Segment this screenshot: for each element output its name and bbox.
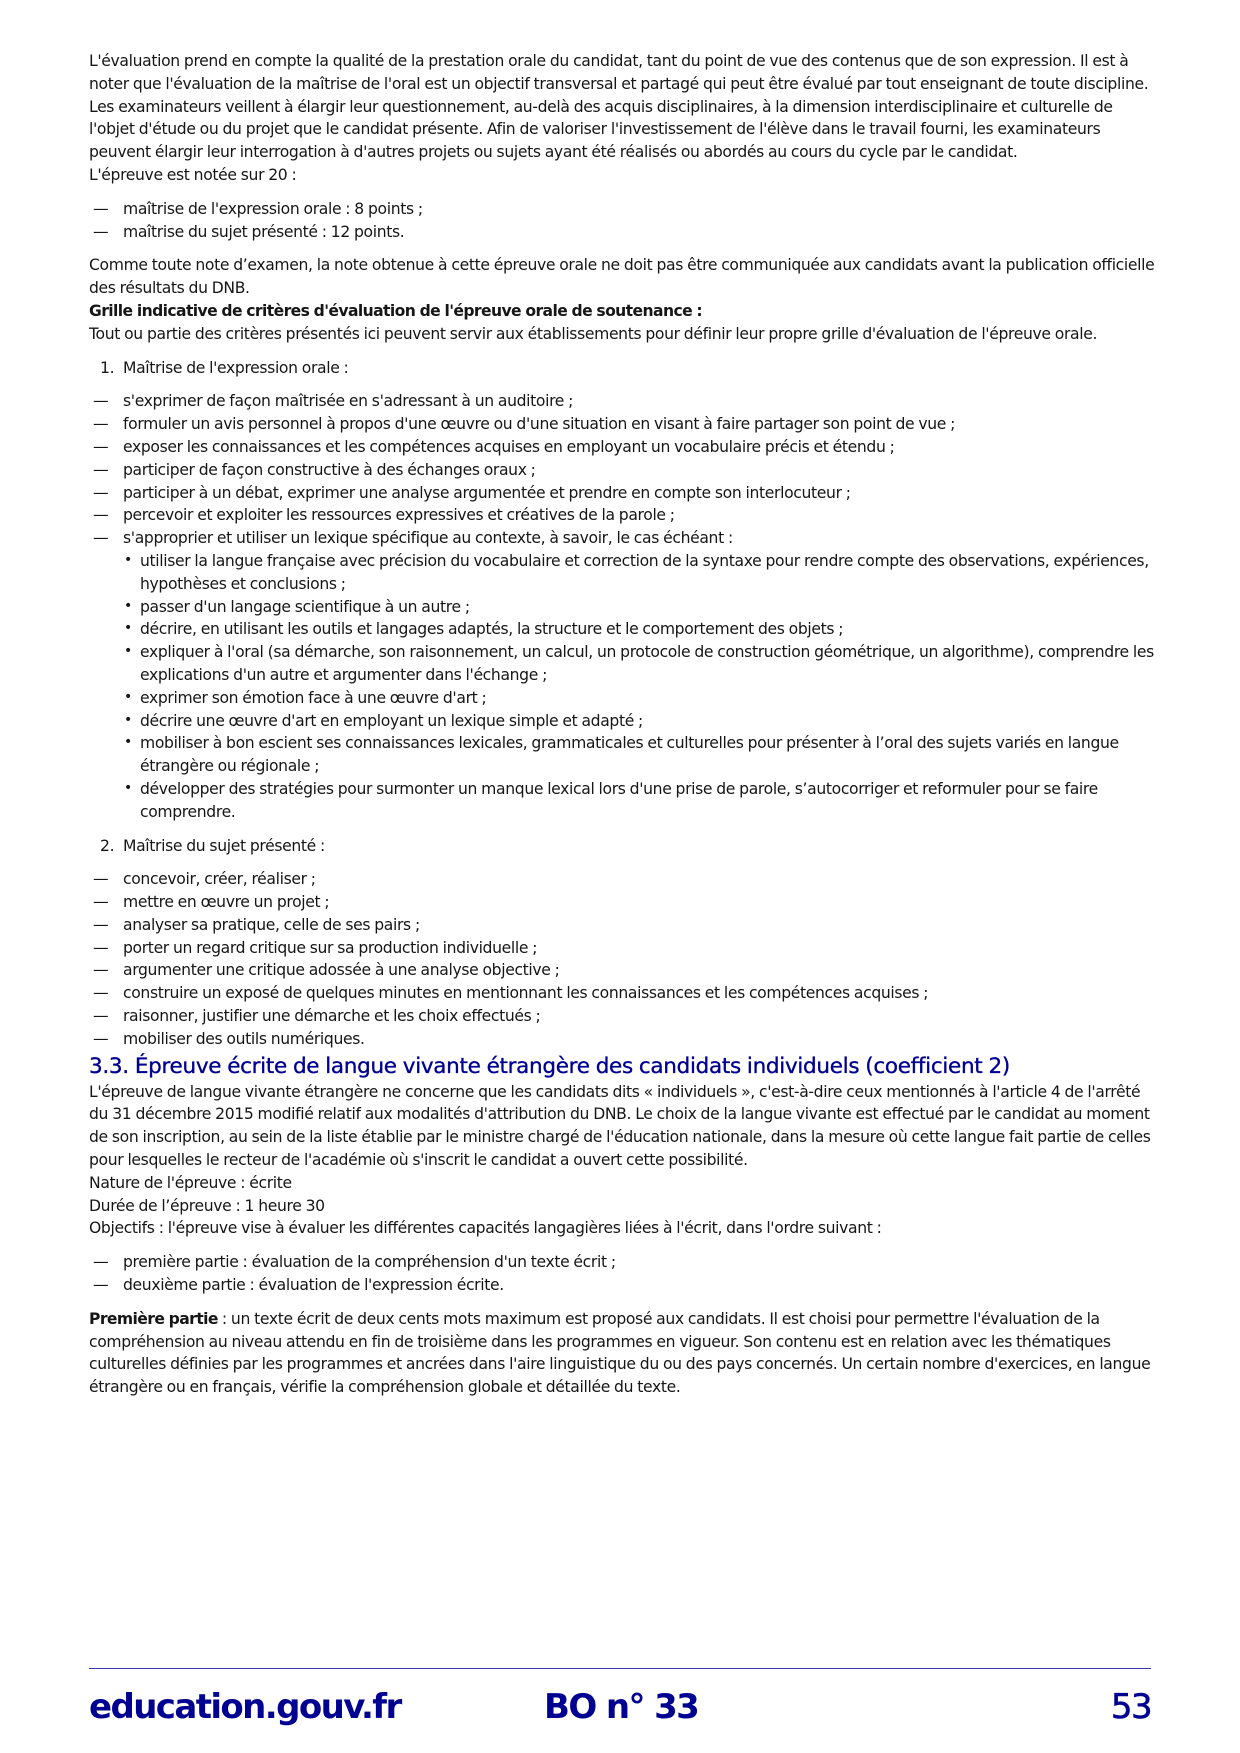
footer-site-link[interactable]: education.gouv.fr [89, 1687, 401, 1727]
footer-bulletin-number: BO n° 33 [544, 1687, 699, 1727]
scoring-list [89, 198, 1159, 244]
sub-list-item: • décrire, en utilisant les outils et langages adaptés, la structure et le comportement des objets ; [123, 618, 1159, 641]
grid-title: Grille indicative de critères d'évaluation de l'épreuve orale de soutenance : [89, 301, 703, 320]
dash-marker: — [93, 483, 109, 502]
dash-marker: — [93, 506, 109, 525]
criteria-1-sublist [123, 550, 1159, 824]
dash-marker: — [93, 870, 109, 889]
bullet-marker: • [124, 551, 132, 568]
grid-intro: Tout ou partie des critères présentés ici peuvent servir aux établissements pour définir leur propre grille d'évaluation de l'épreuve orale. [89, 324, 1098, 343]
list-item: — argumenter une critique adossée à une analyse objective ; [89, 959, 1159, 982]
list-item: — deuxième partie : évaluation de l'expression écrite. [89, 1274, 1159, 1297]
criteria-2-title: 2. Maîtrise du sujet présenté : [100, 836, 325, 855]
dash-marker: — [93, 1253, 109, 1272]
bullet-marker: • [124, 688, 132, 705]
list-item: — première partie : évaluation de la compréhension d'un texte écrit ; [89, 1251, 1159, 1274]
dash-marker: — [93, 1007, 109, 1026]
document-page [89, 50, 1159, 1399]
criteria-1-title: 1. Maîtrise de l'expression orale : [100, 358, 349, 377]
list-item: — s'approprier et utiliser un lexique spécifique au contexte, à savoir, le cas échéant : • utiliser la langue française avec précision du vocabulaire et correction de la syntaxe pour rendre compte des observations, expériences, hypothèses et conclusions ; • passer d'un langage scientifique à un autre ; • décrire, en utilisant les outils et langages adaptés, la structure et le comportement des objets ; • expliquer à l'oral (sa démarche, son raisonnement, un calcul, un protocole de construction géométrique, un algorithme), comprendre les explications d'un autre et argumenter dans l'échange ; • exprimer son émotion face à une œuvre d'art ; • décrire une œuvre d'art en employant un lexique simple et adapté ; • mobiliser à bon escient ses connaissances lexicales, grammaticales et culturelles pour présenter à l’oral des sujets variés en langue étrangère ou régionale ; • développer des stratégies pour surmonter un manque lexical lors d'une prise de parole, s’autocorriger et reformuler pour se faire comprendre. [89, 527, 1159, 823]
first-part-paragraph: Première partie : un texte écrit de deux cents mots maximum est proposé aux candidats. Il est choisi pour permettre l'évaluation de la compréhension au niveau attendu en fin de troisième dans les programmes en vigueur. Son contenu est en relation avec les thématiques culturelles définies par les programmes et ancrées dans l'aire linguistique du ou des pays concernés. Un certain nombre d'exercices, en langue étrangère ou en français, vérifie la compréhension globale et détaillée du texte. [89, 1309, 1151, 1397]
scoring-intro: L'épreuve est notée sur 20 : [89, 165, 297, 184]
bullet-marker: • [124, 597, 132, 614]
dash-marker: — [93, 199, 109, 218]
dash-marker: — [93, 984, 109, 1003]
list-item: — raisonner, justifier une démarche et les choix effectués ; [89, 1005, 1159, 1028]
list-item: — construire un exposé de quelques minutes en mentionnant les connaissances et les compétences acquises ; [89, 982, 1159, 1005]
intro-paragraph: L'évaluation prend en compte la qualité de la prestation orale du candidat, tant du point de vue des contenus que de son expression. Il est à noter que l'évaluation de la maîtrise de l'oral est un objectif transversal et partagé qui peut être évalué par tout enseignant de toute discipline. [89, 52, 1149, 93]
dash-marker: — [93, 1029, 109, 1048]
sub-list-item: • exprimer son émotion face à une œuvre d'art ; [123, 687, 1159, 710]
dash-marker: — [93, 392, 109, 411]
bullet-marker: • [124, 734, 132, 751]
list-item: — participer à un débat, exprimer une analyse argumentée et prendre en compte son interlocuteur ; [89, 482, 1159, 505]
bullet-marker: • [124, 620, 132, 637]
notice-paragraph: Comme toute note d’examen, la note obtenue à cette épreuve orale ne doit pas être communiquée aux candidats avant la publication officielle des résultats du DNB. [89, 256, 1155, 298]
bullet-marker: • [124, 643, 132, 660]
first-part-label: Première partie [89, 1309, 218, 1328]
intro-paragraph: Les examinateurs veillent à élargir leur questionnement, au-delà des acquis disciplinaires, à la dimension interdisciplinaire et culturelle de l'objet d'étude ou du projet que le candidat présente. Afin de valoriser l'investissement de l'élève dans le travail fourni, les examinateurs peuvent élargir leur interrogation à d'autres projets ou sujets ayant été réalisés ou abordés au cours du cycle par le candidat. [89, 97, 1113, 162]
criteria-2-list [89, 868, 1159, 1050]
dash-marker: — [93, 437, 109, 456]
sub-list-item: • expliquer à l'oral (sa démarche, son raisonnement, un calcul, un protocole de construction géométrique, un algorithme), comprendre les explications d'un autre et argumenter dans l'échange ; [123, 641, 1159, 687]
list-item: — porter un regard critique sur sa production individuelle ; [89, 937, 1159, 960]
exam-duration: Durée de l’épreuve : 1 heure 30 [89, 1196, 325, 1215]
list-item: — participer de façon constructive à des échanges oraux ; [89, 459, 1159, 482]
section-paragraph: L'épreuve de langue vivante étrangère ne concerne que les candidats dits « individuels », c'est-à-dire ceux mentionnés à l'article 4 de l'arrêté du 31 décembre 2015 modifié relatif aux modalités d'attribution du DNB. Le choix de la langue vivante est effectué par le candidat au moment de son inscription, au sein de la liste établie par le ministre chargé de l'éducation nationale, dans la mesure où cette langue fait partie de celles pour lesquelles le recteur de l'académie où s'inscrit le candidat a ouvert cette possibilité. [89, 1082, 1151, 1170]
list-item: — maîtrise de l'expression orale : 8 points ; [89, 198, 1159, 221]
footer-page-number: 53 [1110, 1687, 1151, 1727]
page-footer [89, 1684, 1151, 1734]
list-item: — exposer les connaissances et les compétences acquises en employant un vocabulaire précis et étendu ; [89, 436, 1159, 459]
list-item: — s'exprimer de façon maîtrisée en s'adressant à un auditoire ; [89, 390, 1159, 413]
list-item: — percevoir et exploiter les ressources expressives et créatives de la parole ; [89, 504, 1159, 527]
dash-marker: — [93, 460, 109, 479]
dash-marker: — [93, 415, 109, 434]
dash-marker: — [93, 915, 109, 934]
list-item: — analyser sa pratique, celle de ses pairs ; [89, 914, 1159, 937]
sub-list-item: • décrire une œuvre d'art en employant un lexique simple et adapté ; [123, 710, 1159, 733]
sub-list-item: • passer d'un langage scientifique à un autre ; [123, 596, 1159, 619]
sub-list-item: • utiliser la langue française avec précision du vocabulaire et correction de la syntaxe pour rendre compte des observations, expériences, hypothèses et conclusions ; [123, 550, 1159, 596]
bullet-marker: • [124, 711, 132, 728]
list-item: — concevoir, créer, réaliser ; [89, 868, 1159, 891]
footer-divider [89, 1668, 1151, 1669]
dash-marker: — [93, 961, 109, 980]
dash-marker: — [93, 1276, 109, 1295]
section-heading: 3.3. Épreuve écrite de langue vivante étrangère des candidats individuels (coefficient 2) [89, 1053, 1010, 1079]
sub-list-item: • développer des stratégies pour surmonter un manque lexical lors d'une prise de parole, s’autocorriger et reformuler pour se faire comprendre. [123, 778, 1159, 824]
exam-nature: Nature de l'épreuve : écrite [89, 1173, 292, 1192]
sub-list-item: • mobiliser à bon escient ses connaissances lexicales, grammaticales et culturelles pour présenter à l’oral des sujets variés en langue étrangère ou régionale ; [123, 732, 1159, 778]
criteria-1-heading-list [89, 357, 1159, 380]
list-item: — formuler un avis personnel à propos d'une œuvre ou d'une situation en visant à faire partager son point de vue ; [89, 413, 1159, 436]
list-item: — maîtrise du sujet présenté : 12 points. [89, 221, 1159, 244]
exam-parts-list [89, 1251, 1159, 1297]
bullet-marker: • [124, 779, 132, 796]
list-item: — mettre en œuvre un projet ; [89, 891, 1159, 914]
dash-marker: — [93, 893, 109, 912]
list-item: — mobiliser des outils numériques. [89, 1028, 1159, 1051]
dash-marker: — [93, 222, 109, 241]
dash-marker: — [93, 938, 109, 957]
dash-marker: — [93, 529, 109, 548]
criteria-1-list [89, 390, 1159, 823]
criteria-2-heading-list [89, 835, 1159, 858]
exam-objectives: Objectifs : l'épreuve vise à évaluer les différentes capacités langagières liées à l'écrit, dans l'ordre suivant : [89, 1219, 882, 1238]
